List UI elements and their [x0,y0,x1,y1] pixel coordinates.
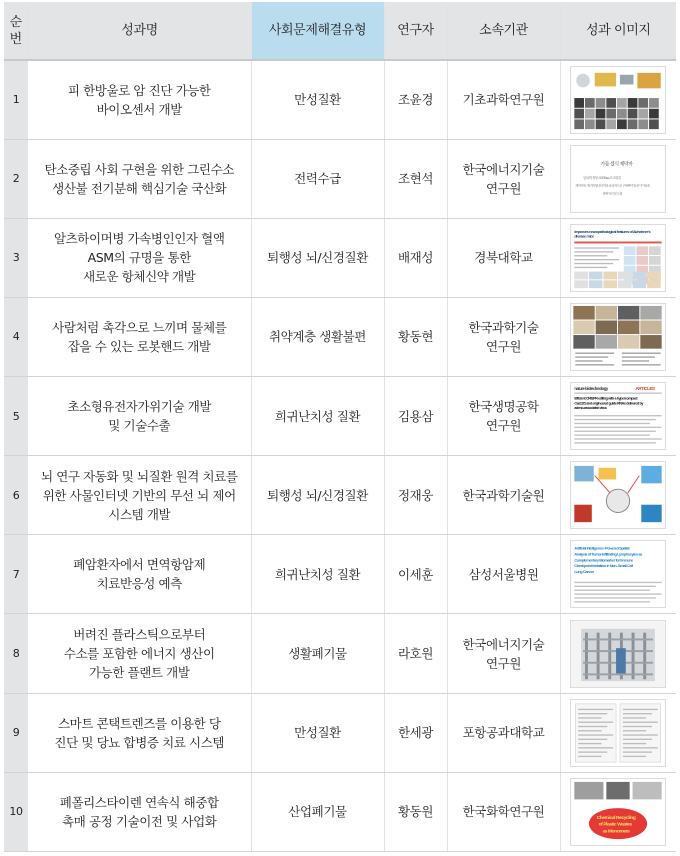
thumb-text: Chemical Recycling [596,815,636,821]
result-title-line: 탄소중립 사회 구현을 위한 그린수소 [44,161,234,177]
organization-line: 연구원 [485,180,522,196]
result-title-line: 폐암환자에서 면역항암제 [73,557,206,573]
organization-line: 삼성서울병원 [468,566,539,582]
row-number: 5 [4,377,28,456]
result-title-line: 위한 사물인터넷 기반의 무선 뇌 제어 [42,487,236,503]
organization [447,377,560,456]
result-thumbnail [570,303,666,371]
thumb-text: 임의/지정형 : 0.005 ㎜ 초고화질 [583,175,621,180]
organization-line: 한국과학기술 [468,319,539,335]
problem-type: 생활폐기물 [251,614,384,693]
researcher-name: 한세광 [384,693,447,772]
row-number: 7 [4,535,28,614]
problem-type: 취약계층 생활불편 [251,297,384,376]
result-thumbnail [570,382,666,450]
table-row [4,693,676,772]
result-title-line: 초소형유전자가위기술 개발 [67,399,212,415]
result-thumbnail [570,224,666,292]
result-image-cell [560,614,676,693]
researcher-name: 라호원 [384,614,447,693]
problem-type: 만성질환 [251,693,384,772]
table-row [4,218,676,297]
result-title-line: 촉매 공정 기술이전 및 사업화 [62,813,217,829]
organization-line: 경북대학교 [474,250,533,266]
organization [447,218,560,297]
organization-line: 한국에너지기술 [462,636,545,652]
table-row [4,772,676,851]
header-row [4,2,676,60]
results-table [4,2,676,852]
thumb-text: 가둠 셀식 제막자 [600,162,633,168]
result-image-cell [560,693,676,772]
researcher-name: 배재성 [384,218,447,297]
thumb-text: Analysis of Tumor-Infiltrating Lymphocytes as [574,551,643,557]
result-title [28,218,251,297]
thumb-text: of Plastic Wastes [598,822,632,828]
thumb-text: 전해 처리 및 도출 [602,191,623,196]
researcher-name: 이세훈 [384,535,447,614]
result-thumbnail [570,620,666,688]
result-thumbnail [570,778,666,846]
organization [447,60,560,139]
header-title: 성과명 [28,2,251,60]
result-title-line: 생산불 전기분해 핵심기술 국산화 [52,180,227,196]
result-title-line: 사람처럼 촉각으로 느끼며 물체를 [52,319,227,335]
header-image: 성과 이미지 [560,2,676,60]
row-number: 10 [4,772,28,851]
organization-line: 한국과학기술원 [462,487,545,503]
row-number: 4 [4,297,28,376]
organization-line: 포항공과대학교 [462,725,545,741]
row-number: 1 [4,60,28,139]
result-image-cell [560,218,676,297]
header-type: 사회문제해결유형 [251,2,384,60]
thumb-text: Checkpoint Inhibition in Non–Small-Cell [574,563,634,569]
result-title-line: ASM의 규명을 통한 [87,250,191,266]
result-thumbnail [570,699,666,767]
organization [447,297,560,376]
organization-line: 연구원 [485,418,522,434]
result-title [28,297,251,376]
thumb-text: Cas12f1 and engineered guide RNAs delivered by [574,401,644,406]
result-title-line: 알츠하이머병 가속병인인자 혈액 [53,231,225,247]
table-row [4,297,676,376]
result-title-line: 가능한 플랜트 개발 [88,665,190,681]
table-row [4,60,676,139]
row-number: 8 [4,614,28,693]
problem-type: 전력수급 [251,139,384,218]
researcher-name: 황동원 [384,772,447,851]
result-title-line: 시스템 개발 [108,506,171,522]
problem-type: 산업폐기물 [251,772,384,851]
result-title-line: 버려진 플라스틱으로부터 [73,627,206,643]
result-image-cell [560,60,676,139]
row-number: 3 [4,218,28,297]
result-title-line: 뇌 연구 자동화 및 뇌질환 원격 치료를 [40,468,238,484]
thumb-text: nature biotechnology [574,385,609,391]
result-title [28,377,251,456]
problem-type: 희귀난치성 질환 [251,535,384,614]
thumb-text: disease mice [574,233,595,239]
result-image-cell [560,535,676,614]
thumb-text: Artificial Intelligence–Powered Spatial [574,546,630,552]
thumb-text: as Monomers [602,829,630,835]
result-title [28,60,251,139]
table-row [4,139,676,218]
row-number: 9 [4,693,28,772]
problem-type: 퇴행성 뇌/신경질환 [251,456,384,535]
thumb-text: ARTICLES [635,385,655,391]
organization-line: 연구원 [485,338,522,354]
organization-line: 기초과학연구원 [462,92,545,108]
result-title [28,693,251,772]
result-title-line: 및 기술수출 [108,418,171,434]
organization [447,139,560,218]
researcher-name: 김용삼 [384,377,447,456]
result-image-cell [560,456,676,535]
result-thumbnail [570,145,666,213]
researcher-name: 황동현 [384,297,447,376]
organization [447,535,560,614]
thumb-text: Efficient CRISPR editing with a hypercompact [574,396,638,401]
result-title-line: 진단 및 당뇨 합병증 치료 시스템 [54,734,225,750]
result-title-line: 치료반응성 예측 [96,576,182,592]
result-image-cell [560,297,676,376]
result-title [28,614,251,693]
thumb-text: adeno-associated virus [574,406,607,411]
result-title-line: 바이오센서 개발 [96,101,182,117]
table-row [4,456,676,535]
result-title-line: 잡을 수 있는 로봇핸드 개발 [67,338,211,354]
organization-line: 연구원 [485,655,522,671]
problem-type: 희귀난치성 질환 [251,377,384,456]
row-number: 2 [4,139,28,218]
header-researcher: 연구자 [384,2,447,60]
thumb-text: 제막자들 : 원격지형 전극막을 효과적으로 구현해야 할 분야 기술을 [575,183,650,188]
organization-line: 한국생명공학 [468,399,539,415]
table-row [4,614,676,693]
header-no: 순번 [4,2,28,60]
problem-type: 만성질환 [251,60,384,139]
result-image-cell [560,377,676,456]
result-thumbnail [570,461,666,529]
table-row [4,377,676,456]
result-title-line: 스마트 콘택트렌즈를 이용한 당 [58,715,221,731]
result-title [28,139,251,218]
result-image-cell [560,772,676,851]
result-title-line: 피 한방울로 암 진단 가능한 [67,82,211,98]
organization [447,772,560,851]
result-thumbnail [570,66,666,134]
result-title [28,456,251,535]
thumb-text: Complementary Biomarker for Immune [574,557,634,563]
result-title [28,772,251,851]
result-title-line: 수소를 포함한 에너지 생산이 [63,646,215,662]
organization-line: 한국화학연구원 [462,804,545,820]
result-title-line: 새로운 항체신약 개발 [83,269,196,285]
problem-type: 퇴행성 뇌/신경질환 [251,218,384,297]
result-image-cell [560,139,676,218]
organization [447,693,560,772]
organization [447,456,560,535]
researcher-name: 정재웅 [384,456,447,535]
thumb-text: Improves neuropathological features of Alzheimer's [574,228,651,234]
thumb-text: Lung Cancer [574,569,594,575]
organization-line: 한국에너지기술 [462,161,545,177]
result-thumbnail [570,540,666,608]
result-title [28,535,251,614]
header-org: 소속기관 [447,2,560,60]
researcher-name: 조현석 [384,139,447,218]
result-title-line: 폐폴리스타이렌 연속식 해중합 [59,794,219,810]
row-number: 6 [4,456,28,535]
table-row [4,535,676,614]
organization [447,614,560,693]
researcher-name: 조윤경 [384,60,447,139]
